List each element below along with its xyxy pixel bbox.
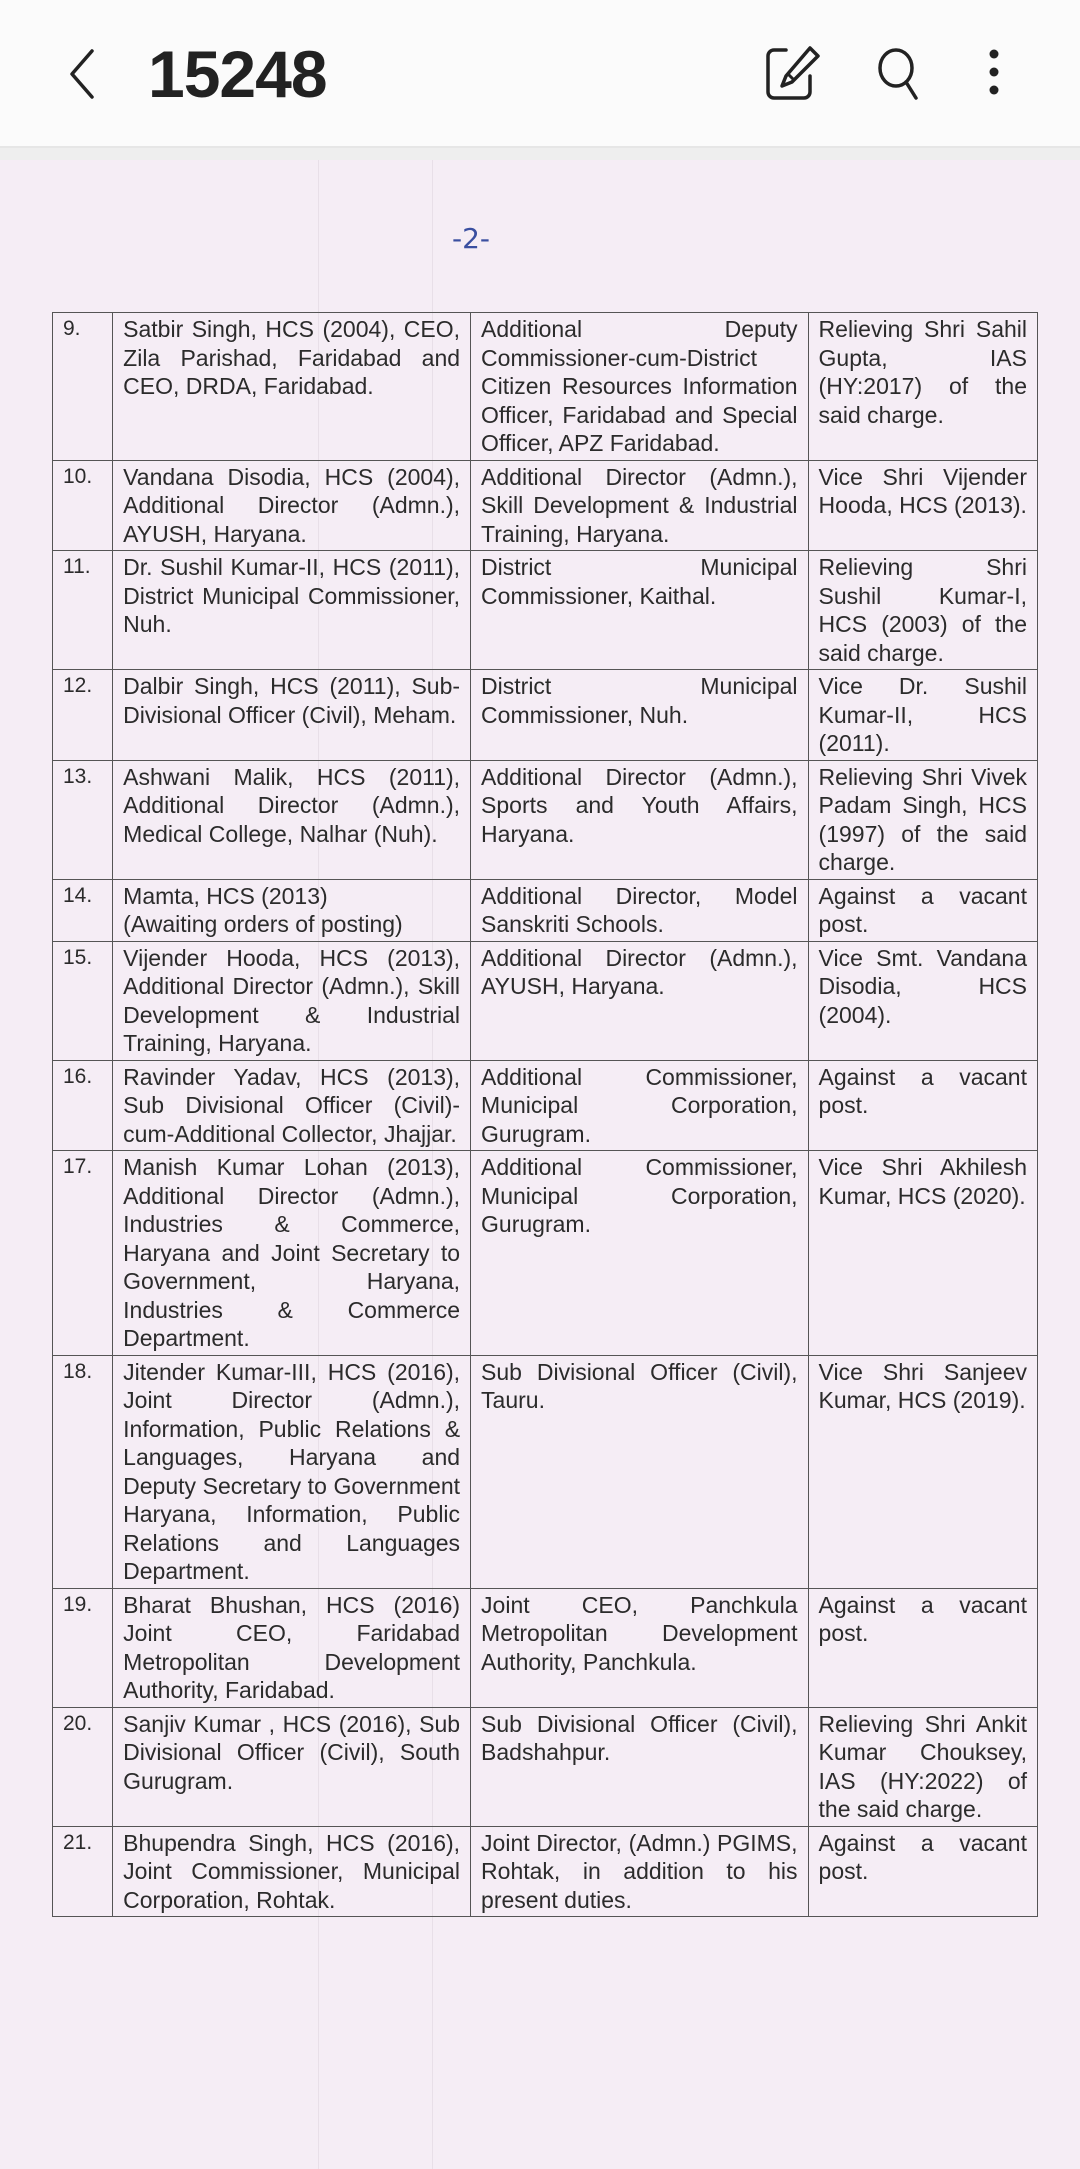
remarks-cell: Vice Smt. Vandana Disodia, HCS (2004). xyxy=(808,941,1037,1060)
remarks-cell: Vice Shri Vijender Hooda, HCS (2013). xyxy=(808,460,1037,551)
table-row xyxy=(53,460,1038,551)
serial-number-cell: 18. xyxy=(53,1355,113,1588)
chevron-left-icon xyxy=(62,48,102,100)
officer-cell: Sanjiv Kumar , HCS (2016), Sub Divisional Officer (Civil), South Gurugram. xyxy=(113,1707,471,1826)
remarks-cell: Relieving Shri Vivek Padam Singh, HCS (1997) of the said charge. xyxy=(808,760,1037,879)
serial-number-cell: 21. xyxy=(53,1826,113,1917)
table-row xyxy=(53,1355,1038,1588)
table-row xyxy=(53,1588,1038,1707)
serial-number-cell: 14. xyxy=(53,879,113,941)
serial-number-cell: 15. xyxy=(53,941,113,1060)
serial-number-cell: 11. xyxy=(53,551,113,670)
posting-orders-table xyxy=(52,312,1038,1917)
serial-number-cell: 10. xyxy=(53,460,113,551)
officer-cell: Satbir Singh, HCS (2004), CEO, Zila Parishad, Faridabad and CEO, DRDA, Faridabad. xyxy=(113,313,471,461)
back-button[interactable] xyxy=(62,48,102,100)
table-row xyxy=(53,313,1038,461)
table-row xyxy=(53,1151,1038,1356)
page-number: -2- xyxy=(452,222,491,255)
table-row xyxy=(53,1826,1038,1917)
table-row xyxy=(53,670,1038,761)
new-posting-cell: Sub Divisional Officer (Civil), Tauru. xyxy=(471,1355,809,1588)
officer-cell: Manish Kumar Lohan (2013), Additional Director (Admn.), Industries & Commerce, Haryana and Joint Secretary to Government, Haryana, Industries & Commerce Department. xyxy=(113,1151,471,1356)
remarks-cell: Against a vacant post. xyxy=(808,1826,1037,1917)
new-posting-cell: Additional Commissioner, Municipal Corporation, Gurugram. xyxy=(471,1151,809,1356)
officer-cell: Ravinder Yadav, HCS (2013), Sub Divisional Officer (Civil)-cum-Additional Collector, Jhajjar. xyxy=(113,1060,471,1151)
app-bar xyxy=(0,0,1080,148)
serial-number-cell: 9. xyxy=(53,313,113,461)
table-row xyxy=(53,760,1038,879)
new-posting-cell: Additional Commissioner, Municipal Corporation, Gurugram. xyxy=(471,1060,809,1151)
remarks-cell: Vice Dr. Sushil Kumar-II, HCS (2011). xyxy=(808,670,1037,761)
serial-number-cell: 19. xyxy=(53,1588,113,1707)
table-row xyxy=(53,1707,1038,1826)
remarks-cell: Against a vacant post. xyxy=(808,1588,1037,1707)
table-row xyxy=(53,551,1038,670)
table-row xyxy=(53,1060,1038,1151)
search-button[interactable] xyxy=(870,44,930,104)
edit-icon xyxy=(764,44,824,104)
search-icon xyxy=(870,44,930,104)
appbar-shadow-divider xyxy=(0,148,1080,160)
remarks-cell: Vice Shri Sanjeev Kumar, HCS (2019). xyxy=(808,1355,1037,1588)
new-posting-cell: Sub Divisional Officer (Civil), Badshahpur. xyxy=(471,1707,809,1826)
remarks-cell: Relieving Shri Sushil Kumar-I, HCS (2003) of the said charge. xyxy=(808,551,1037,670)
new-posting-cell: Additional Director (Admn.), Sports and Youth Affairs, Haryana. xyxy=(471,760,809,879)
officer-cell: Dalbir Singh, HCS (2011), Sub-Divisional Officer (Civil), Meham. xyxy=(113,670,471,761)
new-posting-cell: District Municipal Commissioner, Nuh. xyxy=(471,670,809,761)
serial-number-cell: 16. xyxy=(53,1060,113,1151)
document-title: 15248 xyxy=(148,37,327,111)
more-options-button[interactable] xyxy=(966,44,1026,104)
table-row xyxy=(53,941,1038,1060)
new-posting-cell: Additional Director (Admn.), AYUSH, Haryana. xyxy=(471,941,809,1060)
officer-cell: Vijender Hooda, HCS (2013), Additional Director (Admn.), Skill Development & Industrial Training, Haryana. xyxy=(113,941,471,1060)
officer-cell: Bhupendra Singh, HCS (2016), Joint Commissioner, Municipal Corporation, Rohtak. xyxy=(113,1826,471,1917)
serial-number-cell: 13. xyxy=(53,760,113,879)
serial-number-cell: 20. xyxy=(53,1707,113,1826)
officer-cell: Ashwani Malik, HCS (2011), Additional Director (Admn.), Medical College, Nalhar (Nuh). xyxy=(113,760,471,879)
remarks-cell: Against a vacant post. xyxy=(808,1060,1037,1151)
new-posting-cell: Joint Director, (Admn.) PGIMS, Rohtak, in addition to his present duties. xyxy=(471,1826,809,1917)
serial-number-cell: 17. xyxy=(53,1151,113,1356)
new-posting-cell: District Municipal Commissioner, Kaithal. xyxy=(471,551,809,670)
more-vertical-icon xyxy=(966,44,1026,104)
new-posting-cell: Additional Director (Admn.), Skill Development & Industrial Training, Haryana. xyxy=(471,460,809,551)
officer-cell: Vandana Disodia, HCS (2004), Additional Director (Admn.), AYUSH, Haryana. xyxy=(113,460,471,551)
edit-button[interactable] xyxy=(764,44,824,104)
new-posting-cell: Additional Deputy Commissioner-cum-District Citizen Resources Information Officer, Faridabad and Special Officer, APZ Faridabad. xyxy=(471,313,809,461)
officer-cell: Bharat Bhushan, HCS (2016) Joint CEO, Faridabad Metropolitan Development Authority, Faridabad. xyxy=(113,1588,471,1707)
officer-cell: Mamta, HCS (2013) (Awaiting orders of posting) xyxy=(113,879,471,941)
remarks-cell: Against a vacant post. xyxy=(808,879,1037,941)
serial-number-cell: 12. xyxy=(53,670,113,761)
new-posting-cell: Joint CEO, Panchkula Metropolitan Development Authority, Panchkula. xyxy=(471,1588,809,1707)
officer-cell: Dr. Sushil Kumar-II, HCS (2011), District Municipal Commissioner, Nuh. xyxy=(113,551,471,670)
officer-cell: Jitender Kumar-III, HCS (2016), Joint Director (Admn.), Information, Public Relations & Languages, Haryana and Deputy Secretary to Government Haryana, Information, Public Relations and Languages Department. xyxy=(113,1355,471,1588)
remarks-cell: Vice Shri Akhilesh Kumar, HCS (2020). xyxy=(808,1151,1037,1356)
table-row xyxy=(53,879,1038,941)
remarks-cell: Relieving Shri Ankit Kumar Chouksey, IAS (HY:2022) of the said charge. xyxy=(808,1707,1037,1826)
new-posting-cell: Additional Director, Model Sanskriti Schools. xyxy=(471,879,809,941)
remarks-cell: Relieving Shri Sahil Gupta, IAS (HY:2017) of the said charge. xyxy=(808,313,1037,461)
